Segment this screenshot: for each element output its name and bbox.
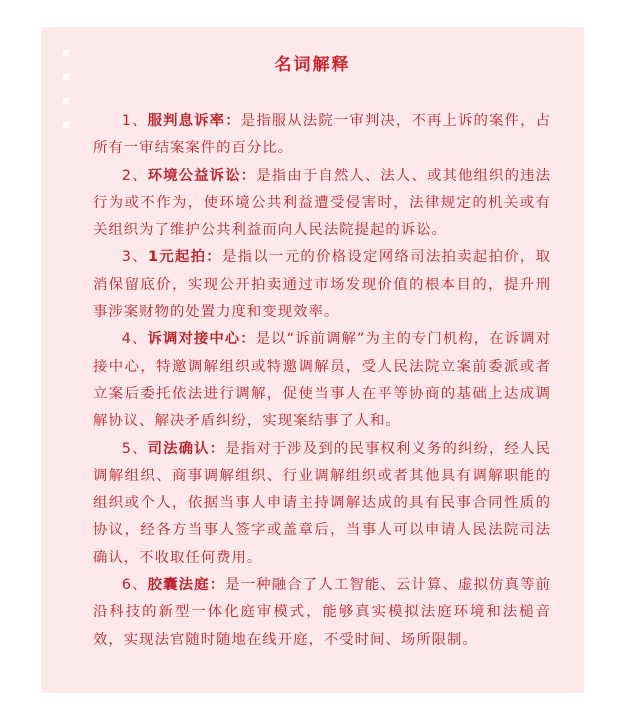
page-title: 名词解释 — [274, 55, 351, 75]
glossary-entry-2 — [93, 163, 551, 245]
entry-number: 4、 — [121, 331, 148, 348]
dot-decoration — [63, 122, 69, 128]
entry-definition: 是指由于自然人、法人、或其他组织的违法行为或不作为，使环境公共利益遭受侵害时，法律规定的机关或有关组织为了维护公共利益而向人民法院提起的诉讼。 — [93, 167, 551, 239]
entry-number: 2、 — [121, 167, 148, 184]
entry-definition: 是指对于涉及到的民事权利义务的纠纷，经人民调解组织、商事调解组织、行业调解组织或者其他具有调解职能的组织或个人，依据当事人申请主持调解达成的具有民事合同性质的协议，经各方当事人签字或盖章后，当事人可以申请人民法院司法确认，不收取任何费用。 — [93, 440, 551, 566]
entry-definition: 是指服从法院一审判决，不再上诉的案件，占所有一审结案案件的百分比。 — [93, 113, 551, 157]
entry-definition: 是一种融合了人工智能、云计算、虚拟仿真等前沿科技的新型一体化庭审模式，能够真实模拟法庭环境和法槌音效，实现法官随时随地在线开庭，不受时间、场所限制。 — [93, 577, 551, 648]
entry-number: 5、 — [121, 440, 148, 457]
entry-term: 环境公益诉讼 — [147, 167, 241, 184]
glossary-entry-4 — [93, 326, 551, 435]
entry-definition: 是以“诉前调解”为主的专门机构，在诉调对接中心，特邀调解组织或特邀调解员，受人民法院立案前委派或者立案后委托依法进行调解，促使当事人在平等协商的基础上达成调解协议、解决矛盾纠纷，实现案结事了人和。 — [93, 331, 551, 430]
entry-colon: ： — [209, 440, 226, 457]
entry-term: 司法确认 — [147, 440, 210, 457]
entry-term: 胶囊法庭 — [147, 577, 210, 594]
entry-colon: ： — [225, 113, 241, 129]
entry-term: 服判息诉率 — [147, 113, 226, 129]
entry-colon: ： — [240, 167, 257, 184]
glossary-entry-5 — [93, 436, 551, 572]
entry-number: 6、 — [121, 577, 148, 594]
glossary-entry-1 — [93, 108, 551, 163]
dot-decoration — [63, 98, 69, 104]
glossary-entry-6 — [93, 572, 551, 654]
entry-colon: ： — [206, 249, 222, 266]
entry-term: 1元起拍 — [147, 249, 207, 266]
entry-colon: ： — [240, 331, 256, 348]
entry-number: 3、 — [121, 249, 148, 266]
entry-term: 诉调对接中心 — [147, 331, 241, 348]
glossary-entry-3 — [93, 244, 551, 326]
entry-colon: ： — [209, 577, 226, 594]
entry-number: 1、 — [121, 113, 148, 129]
entry-definition: 是指以一元的价格设定网络司法拍卖起拍价，取消保留底价，实现公开拍卖通过市场发现价值的根本目的，提升刑事涉案财物的处置力度和变现效率。 — [93, 249, 551, 321]
glossary-body — [93, 108, 551, 654]
